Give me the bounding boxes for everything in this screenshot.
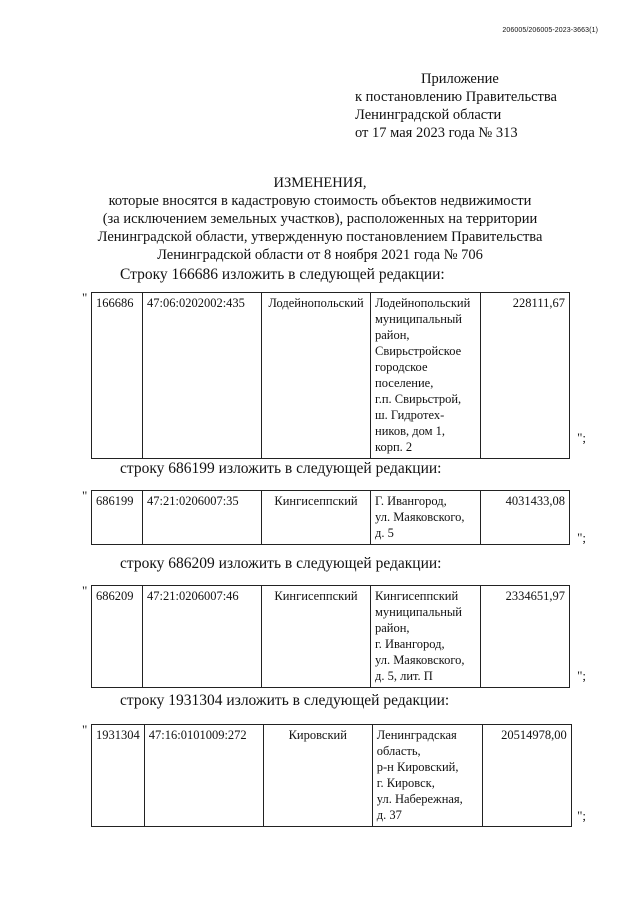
title-heading: ИЗМЕНЕНИЯ, [273,175,367,191]
title-line: (за исключением земельных участков), расположенных на территории [102,211,538,227]
district: Кингисеппский [262,586,371,688]
table-row [92,725,572,827]
row-number: 686199 [92,491,143,545]
cadastral-number: 47:16:0101009:272 [144,725,263,827]
address-line: ул. Маяковского, [375,653,465,667]
row-table [91,490,570,545]
address-line: д. 37 [376,808,402,822]
table-row [92,586,570,688]
appendix-line: от 17 мая 2023 года № 313 [355,125,518,141]
cadastral-value: 228111,67 [481,293,570,459]
section-caption: строку 1931304 изложить в следующей редакции: [120,692,450,709]
address-line: ул. Набережная, [376,792,463,806]
district: Кировский [263,725,372,827]
address-line: г.п. Свирьстрой, [375,392,462,406]
cadastral-number: 47:06:0202002:435 [143,293,262,459]
close-quote: "; [577,430,586,445]
address-line: городское [375,360,428,374]
replacement-row [82,583,622,683]
address-line: муниципальный [375,312,462,326]
table-row [92,491,570,545]
row-table [91,585,570,688]
appendix-line: к постановлению Правительства [355,89,557,105]
district: Кингисеппский [262,491,371,545]
district: Лодейнопольский [262,293,371,459]
address [372,725,482,827]
address-line: область, [376,744,421,758]
address-line: ников, дом 1, [375,424,446,438]
open-quote: " [82,722,88,737]
cadastral-value: 2334651,97 [481,586,570,688]
address-line: Свирьстройское [375,344,462,358]
appendix-line: Приложение [421,71,499,87]
close-quote: "; [577,668,586,683]
address-line: район, [375,328,410,342]
appendix-header [355,70,585,142]
row-table [91,292,570,459]
title-line: Ленинградской области от 8 ноября 2021 года № 706 [157,247,483,263]
cadastral-value: 4031433,08 [481,491,570,545]
address-line: ш. Гидротех- [375,408,445,422]
close-quote: "; [577,530,586,545]
title-line: Ленинградской области, утвержденную постановлением Правительства [97,229,543,245]
address-line: Г. Ивангород, [375,494,447,508]
section-caption: Строку 166686 изложить в следующей редакции: [120,266,445,283]
replacement-row [82,488,622,545]
address [371,293,481,459]
row-number: 166686 [92,293,143,459]
address-line: Кингисеппский [375,589,459,603]
address-line: поселение, [375,376,434,390]
address [371,491,481,545]
open-quote: " [82,290,88,305]
cadastral-number: 47:21:0206007:46 [143,586,262,688]
close-quote: "; [577,808,586,823]
address-line: ул. Маяковского, [375,510,465,524]
replacement-row [82,722,622,823]
open-quote: " [82,583,88,598]
cadastral-value: 20514978,00 [482,725,571,827]
address-line: муниципальный [375,605,462,619]
address-line: район, [375,621,410,635]
section-caption: строку 686209 изложить в следующей редакции: [120,555,442,572]
row-table [91,724,572,827]
document-title [60,174,580,264]
address [371,586,481,688]
address-line: г. Кировск, [376,776,435,790]
open-quote: " [82,488,88,503]
address-line: Лодейнопольский [375,296,471,310]
address-line: г. Ивангород, [375,637,445,651]
address-line: Ленинградская [376,728,457,742]
cadastral-number: 47:21:0206007:35 [143,491,262,545]
address-line: д. 5, лит. П [375,669,433,683]
address-line: р-н Кировский, [376,760,459,774]
section-caption: строку 686199 изложить в следующей редакции: [120,460,442,477]
replacement-row [82,290,622,454]
table-row [92,293,570,459]
appendix-line: Ленинградской области [355,107,502,123]
address-line: д. 5 [375,526,394,540]
row-number: 1931304 [92,725,145,827]
title-line: которые вносятся в кадастровую стоимость объектов недвижимости [108,193,532,209]
row-number: 686209 [92,586,143,688]
address-line: корп. 2 [375,440,413,454]
document-id: 206005/206005-2023-3663(1) [502,27,598,34]
